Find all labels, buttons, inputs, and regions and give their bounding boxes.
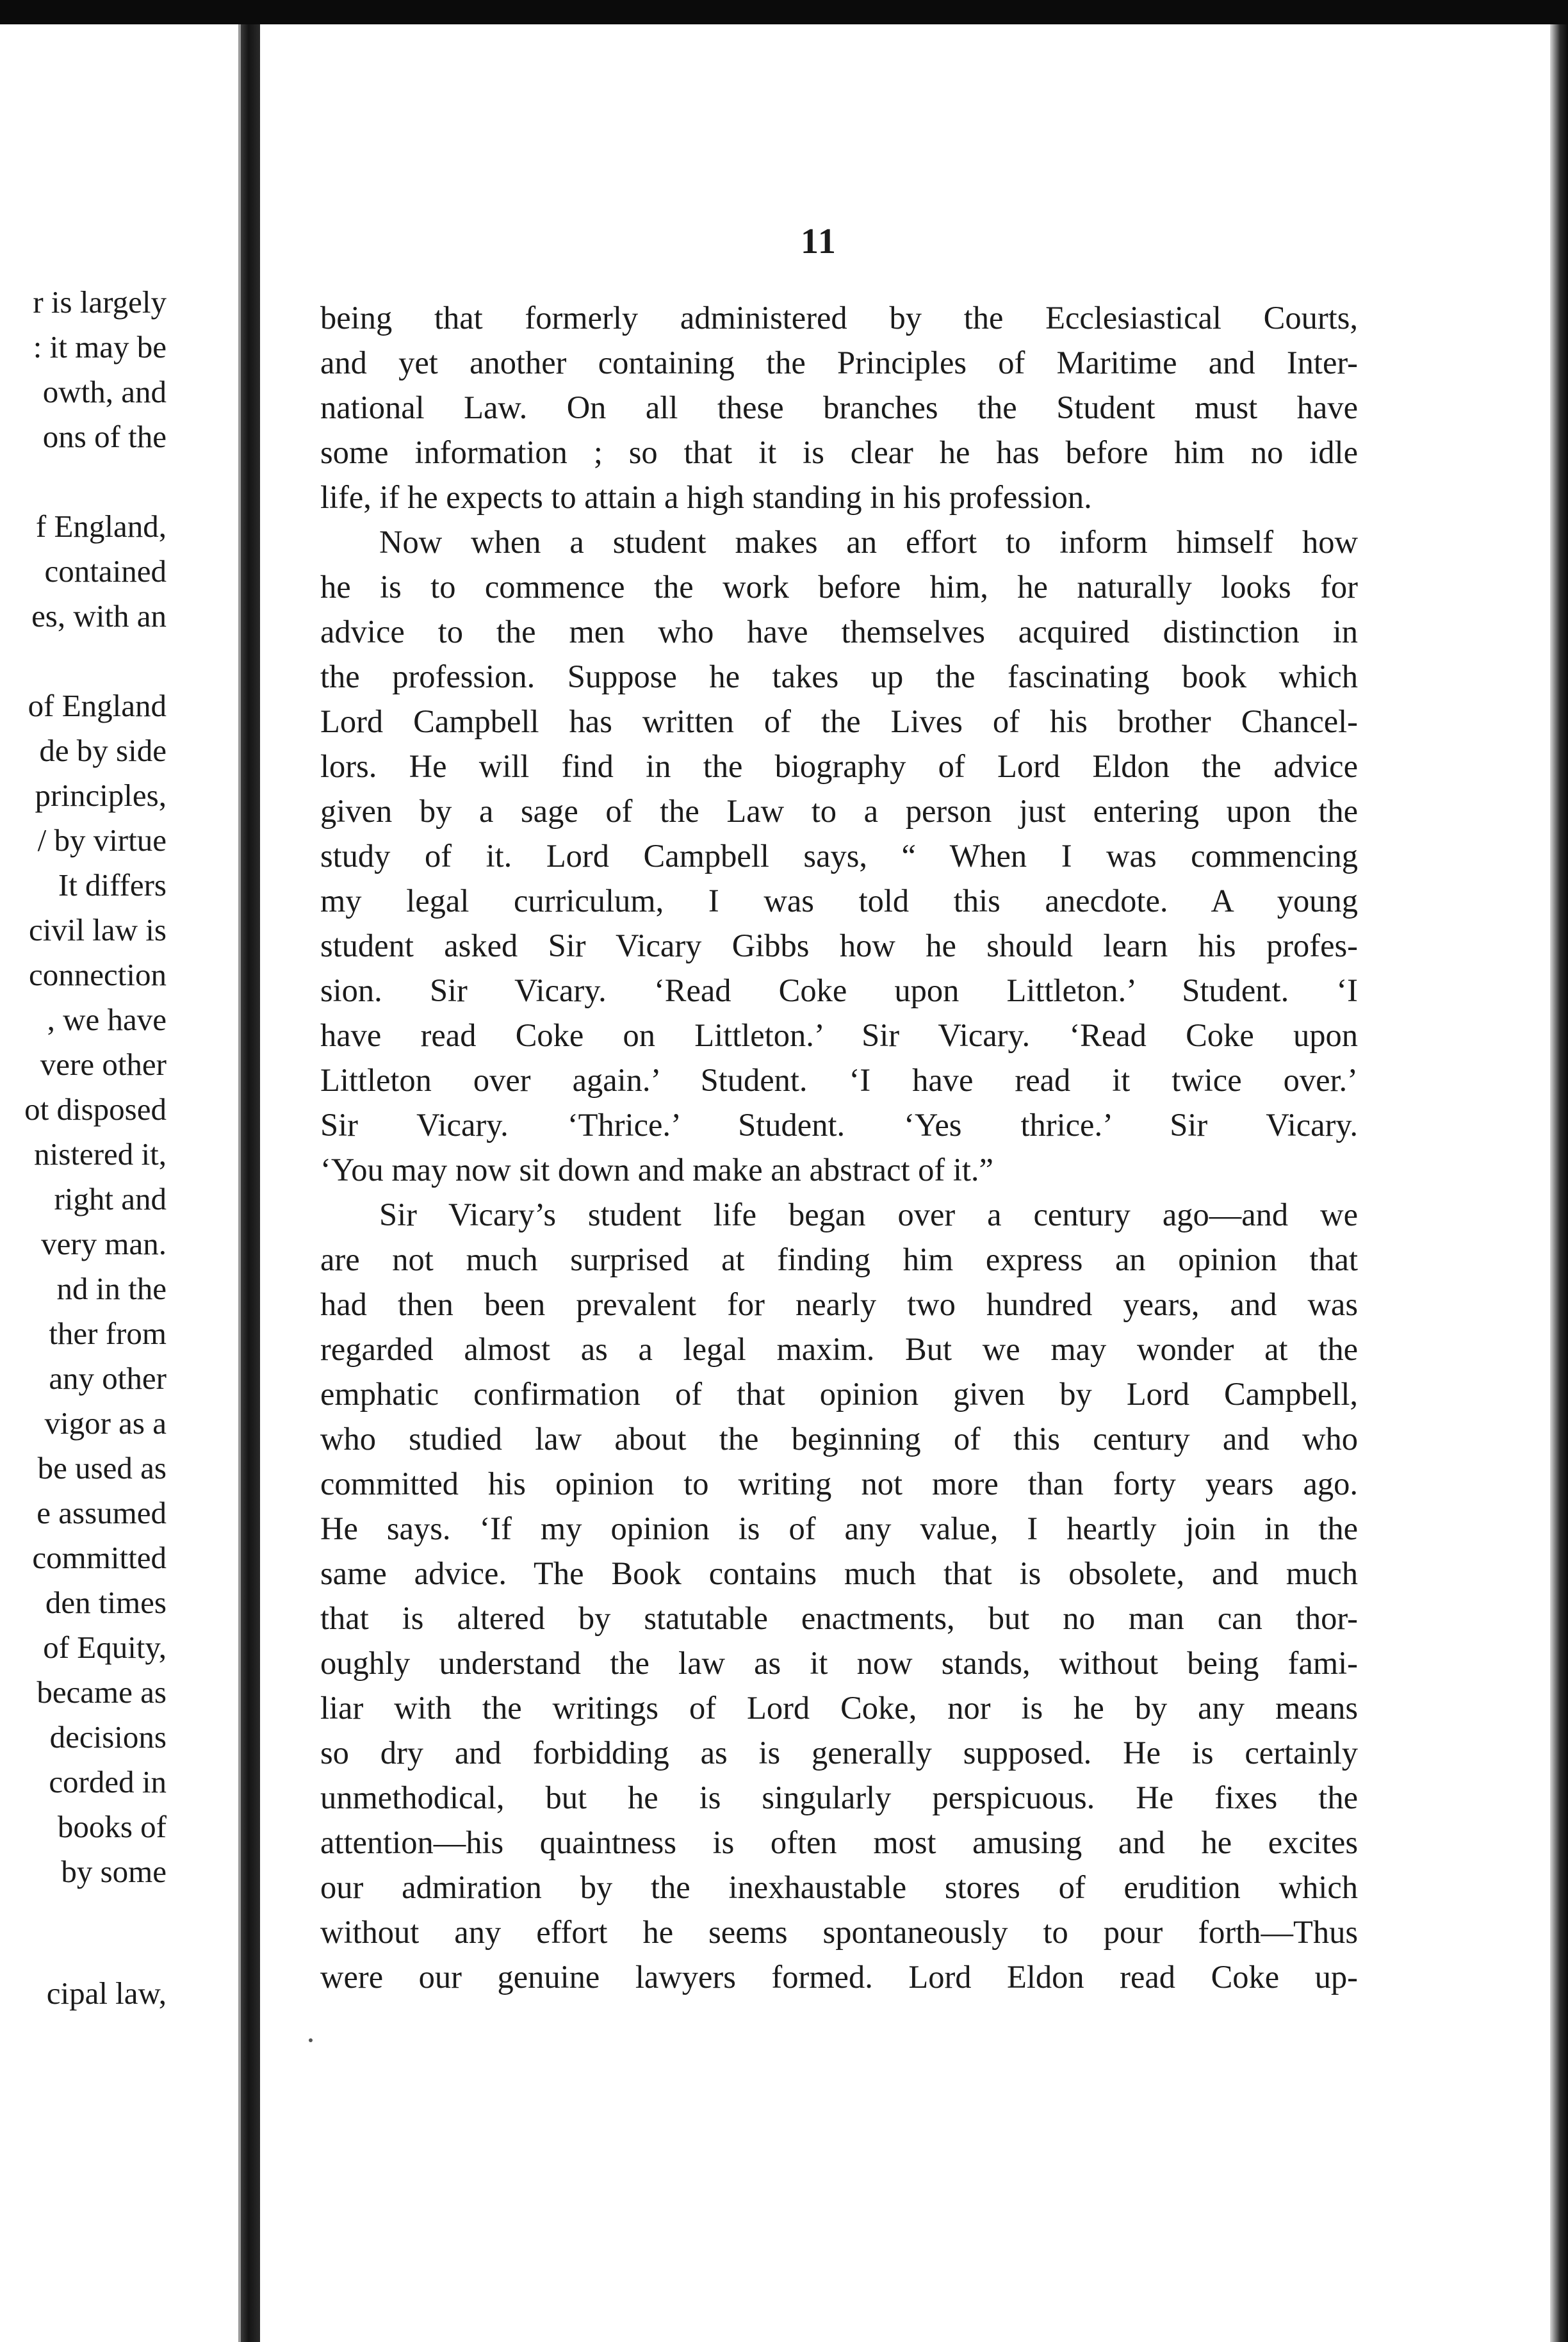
left-page-line: civil law is [28, 912, 167, 947]
body-line: Sir Vicary. ‘Thrice.’ Student. ‘Yes thrice.’ Sir Vicary. [320, 1107, 1358, 1143]
body-line: that is altered by statutable enactments, but no man can thor- [320, 1600, 1358, 1636]
page-number: 11 [801, 222, 837, 261]
left-page-line: : it may be [33, 329, 167, 364]
left-page-line: es, with an [31, 598, 167, 634]
body-line: liar with the writings of Lord Coke, nor is he by any means [320, 1690, 1358, 1726]
left-page-line: connection [29, 957, 167, 992]
left-page-line: ons of the [42, 419, 167, 454]
left-page-line: vigor as a [44, 1405, 167, 1441]
body-line: and yet another containing the Principles of Maritime and Inter- [320, 345, 1358, 381]
body-line: our admiration by the inexhaustable stores of erudition which [320, 1869, 1358, 1905]
body-line: study of it. Lord Campbell says, “ When I was commencing [320, 838, 1358, 874]
left-page-line: , we have [47, 1002, 167, 1037]
left-page-line: ot disposed [24, 1092, 167, 1127]
body-line: unmethodical, but he is singularly perspicuous. He fixes the [320, 1780, 1358, 1815]
right-page-edge-shadow [1550, 24, 1568, 2342]
left-page-line: of Equity, [43, 1630, 167, 1665]
body-line: attention—his quaintness is often most amusing and he excites [320, 1824, 1358, 1860]
left-page-line: vere other [40, 1047, 167, 1082]
left-page-line: contained [44, 553, 167, 589]
paragraph-start-line: Sir Vicary’s student life began over a century ago—and we [379, 1197, 1358, 1232]
left-page-line: be used as [37, 1450, 167, 1486]
body-line: some information ; so that it is clear he has before him no idle [320, 434, 1358, 470]
left-page-line: / by virtue [37, 823, 167, 858]
body-line: advice to the men who have themselves acquired distinction in [320, 614, 1358, 650]
left-page-line: very man. [41, 1226, 167, 1261]
left-page-line: nistered it, [34, 1136, 167, 1172]
left-page-line: committed [32, 1540, 167, 1575]
body-line: He says. ‘If my opinion is of any value, I heartly join in the [320, 1511, 1358, 1546]
body-line: are not much surprised at finding him express an opinion that [320, 1241, 1358, 1277]
left-page-line: den times [45, 1585, 167, 1620]
left-page-fragment-column [0, 24, 238, 2342]
body-line: given by a sage of the Law to a person just entering upon the [320, 793, 1358, 829]
left-page-line: cipal law, [46, 1976, 167, 2011]
book-gutter [241, 24, 260, 2342]
left-page-line: right and [54, 1181, 167, 1216]
body-line: regarded almost as a legal maxim. But we may wonder at the [320, 1331, 1358, 1367]
body-line: Littleton over again.’ Student. ‘I have read it twice over.’ [320, 1062, 1358, 1098]
left-page-line: books of [57, 1809, 167, 1844]
body-line: were our genuine lawyers formed. Lord Eldon read Coke up- [320, 1959, 1358, 1995]
body-line: ‘You may now sit down and make an abstract of it.” [320, 1152, 993, 1188]
body-line: lors. He will find in the biography of Lord Eldon the advice [320, 748, 1358, 784]
body-line: oughly understand the law as it now stands, without being fami- [320, 1645, 1358, 1681]
left-page-line: principles, [35, 778, 167, 813]
body-line: the profession. Suppose he takes up the fascinating book which [320, 659, 1358, 694]
left-page-line: corded in [49, 1764, 167, 1799]
left-page-line: by some [61, 1854, 167, 1889]
body-line: national Law. On all these branches the Student must have [320, 389, 1358, 425]
left-page-line: ther from [49, 1316, 167, 1351]
left-page-line: de by side [39, 733, 167, 768]
body-line: have read Coke on Littleton.’ Sir Vicary. ‘Read Coke upon [320, 1017, 1358, 1053]
left-page-line: r is largely [33, 284, 167, 320]
left-page-line: any other [49, 1361, 167, 1396]
left-page-line: f England, [35, 509, 167, 544]
body-line: had then been prevalent for nearly two hundred years, and was [320, 1286, 1358, 1322]
body-line: same advice. The Book contains much that is obsolete, and much [320, 1555, 1358, 1591]
body-line: who studied law about the beginning of this century and who [320, 1421, 1358, 1457]
body-line: Lord Campbell has written of the Lives of his brother Chancel- [320, 703, 1358, 739]
left-page-line: nd in the [56, 1271, 167, 1306]
left-page-line: became as [37, 1675, 167, 1710]
paragraph-start-line: Now when a student makes an effort to inform himself how [379, 524, 1358, 560]
left-page-line: owth, and [42, 374, 167, 409]
body-line: my legal curriculum, I was told this anecdote. A young [320, 883, 1358, 919]
body-line: student asked Sir Vicary Gibbs how he should learn his profes- [320, 928, 1358, 963]
body-line: without any effort he seems spontaneously to pour forth—Thus [320, 1914, 1358, 1950]
body-line: emphatic confirmation of that opinion given by Lord Campbell, [320, 1376, 1358, 1412]
body-line: committed his opinion to writing not more than forty years ago. [320, 1466, 1358, 1502]
left-page-line: It differs [58, 867, 167, 903]
body-line: being that formerly administered by the Ecclesiastical Courts, [320, 300, 1358, 336]
body-line: he is to commence the work before him, he naturally looks for [320, 569, 1358, 605]
left-page-line: e assumed [37, 1495, 167, 1530]
left-page-line: decisions [49, 1719, 167, 1755]
left-page-line: of England [28, 688, 167, 723]
body-line: sion. Sir Vicary. ‘Read Coke upon Littleton.’ Student. ‘I [320, 972, 1358, 1008]
body-line: so dry and forbidding as is generally supposed. He is certainly [320, 1735, 1358, 1771]
scan-speck [309, 2038, 313, 2042]
scan-top-border [0, 0, 1568, 24]
body-line: life, if he expects to attain a high standing in his profession. [320, 479, 1092, 515]
